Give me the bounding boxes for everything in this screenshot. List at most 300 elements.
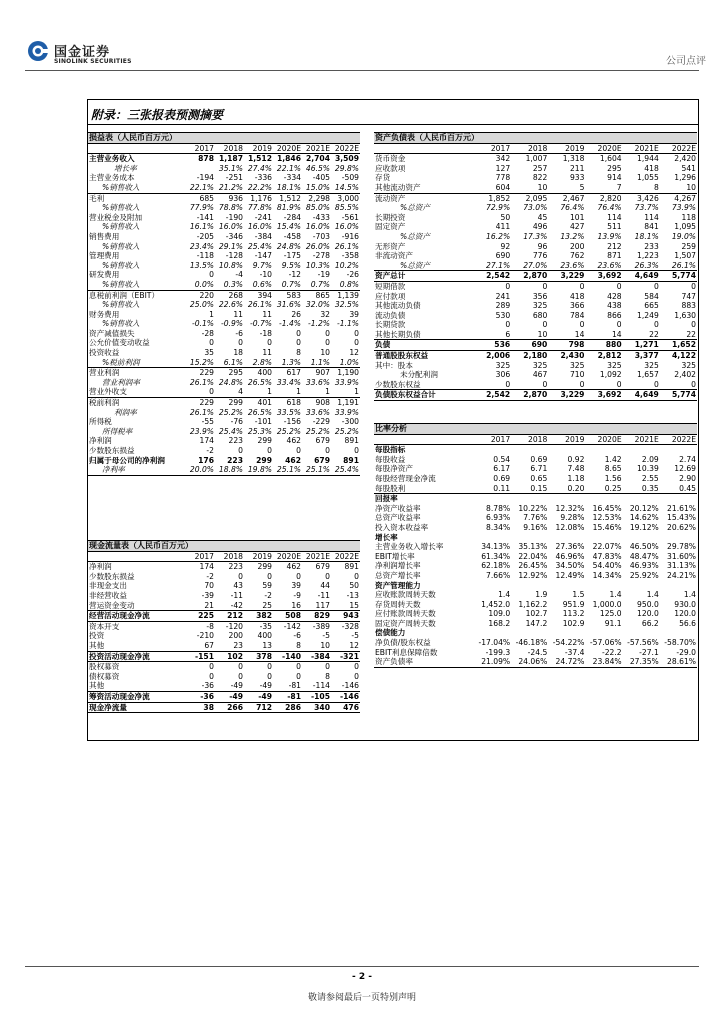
- row-value: 0: [616, 281, 622, 291]
- table-row: [88, 232, 360, 242]
- row-value: 24.06%: [511, 657, 548, 667]
- table-row: [88, 601, 360, 611]
- table-row: [374, 609, 697, 619]
- row-value: 1,318: [562, 154, 585, 164]
- row-value: 21: [186, 601, 215, 611]
- row-label: %总资产: [400, 203, 430, 213]
- row-value: -36: [186, 681, 215, 691]
- row-value: 102.7: [525, 609, 548, 619]
- row-value: 14: [548, 330, 585, 340]
- table-row: [374, 455, 697, 465]
- row-value: 1.4: [609, 590, 622, 600]
- row-value: 1,604: [599, 154, 622, 164]
- year-header-cell: 2019: [548, 143, 585, 154]
- row-value: -128: [225, 251, 243, 261]
- row-value: 25.4%: [331, 465, 360, 475]
- cash-flow-table: [88, 540, 360, 713]
- row-value: 10.8%: [218, 260, 243, 270]
- row-value: 220: [199, 290, 214, 300]
- row-label: 应付款项: [375, 291, 406, 301]
- row-value: -57.56%: [627, 638, 659, 648]
- row-value: -156: [283, 417, 301, 427]
- row-value: 117: [302, 601, 331, 611]
- row-value: -49: [244, 691, 273, 702]
- row-value: 22.1%: [186, 183, 215, 193]
- year-header-cell: 2022E: [331, 551, 360, 562]
- row-value: -28: [201, 328, 214, 338]
- row-value: 6.71: [530, 464, 548, 474]
- table-row: [374, 390, 697, 401]
- row-value: 1,652: [660, 340, 697, 351]
- row-value: 511: [607, 222, 622, 232]
- table-row: [374, 638, 697, 648]
- row-label: 毛利: [89, 193, 105, 203]
- row-value: 16: [273, 601, 302, 611]
- row-value: -1.4%: [278, 319, 301, 329]
- row-value: 54.40%: [592, 561, 622, 571]
- row-value: -146: [331, 691, 360, 702]
- row-value: 865: [315, 290, 330, 300]
- table-title: 损益表（人民币百万元）: [88, 133, 360, 144]
- table-row: [88, 154, 360, 164]
- row-value: 34.50%: [555, 561, 585, 571]
- row-value: 5,774: [660, 390, 697, 401]
- row-value: -334: [283, 173, 301, 183]
- row-value: 26.5%: [247, 377, 272, 387]
- row-value: -328: [341, 621, 359, 631]
- table-row: [374, 183, 697, 193]
- row-label: 总资产增长率: [375, 570, 421, 580]
- row-value: 1,507: [674, 251, 696, 261]
- row-value: 891: [343, 455, 359, 465]
- row-value: 0: [186, 387, 215, 397]
- row-value: 200: [569, 241, 585, 251]
- row-value: 10: [511, 330, 548, 340]
- row-label: 投入资本收益率: [375, 522, 429, 532]
- row-value: [623, 581, 660, 591]
- row-value: 0.25: [585, 484, 622, 494]
- row-value: [474, 533, 511, 543]
- row-value: 1.1%: [302, 358, 331, 368]
- row-value: 907: [315, 368, 330, 378]
- row-value: 23.84%: [585, 657, 622, 667]
- row-value: 0.92: [567, 454, 585, 464]
- row-value: [623, 533, 660, 543]
- row-value: 13.5%: [189, 260, 214, 270]
- row-value: 3,692: [585, 390, 622, 401]
- table-row: [374, 242, 697, 252]
- row-value: 25.1%: [273, 465, 302, 475]
- table-row: [374, 340, 697, 351]
- row-value: 712: [244, 702, 273, 713]
- row-label: EBIT利息保障倍数: [375, 647, 438, 657]
- row-value: 85.0%: [305, 203, 330, 213]
- row-value: [585, 494, 622, 504]
- row-label: 筹资活动现金净流: [88, 691, 186, 702]
- row-value: -199.3: [485, 647, 511, 657]
- row-label: 债权募资: [89, 671, 120, 681]
- row-value: 7.48: [567, 464, 585, 474]
- row-value: 16.45%: [592, 503, 622, 513]
- row-value: 0.69: [530, 454, 548, 464]
- row-label: 营业利润率: [102, 377, 140, 387]
- row-value: 0.0%: [186, 280, 215, 290]
- row-value: 7.76%: [523, 513, 548, 523]
- row-value: 878: [198, 154, 214, 164]
- row-value: -151: [186, 651, 215, 662]
- row-value: -13: [346, 590, 359, 600]
- row-value: 6.1%: [215, 358, 244, 368]
- row-label: %总资产: [400, 231, 430, 241]
- row-value: 1.42: [604, 454, 622, 464]
- row-value: 342: [495, 154, 511, 164]
- row-label: 其中：股本: [375, 360, 413, 370]
- row-value: 1,452.0: [481, 599, 511, 609]
- row-value: 9.28%: [560, 513, 585, 523]
- row-value: 50: [500, 212, 511, 222]
- row-value: 679: [314, 455, 330, 465]
- row-value: 908: [315, 398, 330, 408]
- row-value: 25: [244, 601, 273, 611]
- row-value: 1,162.2: [518, 599, 548, 609]
- row-value: 8.34%: [486, 522, 511, 532]
- row-value: 34.13%: [481, 542, 511, 552]
- row-value: 10: [511, 183, 548, 193]
- year-header-spacer: [88, 551, 186, 562]
- row-value: 0: [296, 671, 301, 681]
- table-row: [374, 361, 697, 371]
- row-value: 81.9%: [276, 203, 301, 213]
- table-row: [88, 368, 360, 378]
- row-value: 325: [569, 360, 585, 370]
- row-value: 583: [286, 290, 301, 300]
- row-value: 22.1%: [276, 163, 301, 173]
- row-value: -6: [235, 328, 243, 338]
- row-value: 1,092: [599, 370, 622, 380]
- table-row: [374, 320, 697, 330]
- year-header-row: [88, 551, 360, 562]
- row-value: 168.2: [488, 618, 511, 628]
- year-header-row: [374, 143, 697, 154]
- year-header-cell: 2018: [511, 434, 548, 445]
- row-label: 每股指标: [375, 445, 406, 455]
- row-value: 2,298: [308, 193, 330, 203]
- report-type: 公司点评: [666, 56, 706, 67]
- row-value: 147.2: [525, 618, 548, 628]
- row-value: 1.0%: [331, 358, 360, 368]
- row-value: 22.2%: [244, 183, 273, 193]
- row-value: 4: [215, 387, 244, 397]
- row-value: 776: [532, 251, 548, 261]
- row-value: 32: [320, 309, 330, 319]
- table-row: [374, 581, 697, 591]
- row-value: 225: [186, 611, 215, 622]
- row-value: -120: [225, 621, 243, 631]
- table-title-row: [374, 133, 697, 144]
- row-value: 0: [548, 380, 585, 390]
- row-label: 经营活动现金净流: [88, 611, 186, 622]
- row-value: 0: [354, 571, 359, 581]
- table-row: [88, 261, 360, 271]
- row-value: 125.0: [599, 609, 622, 619]
- row-value: 176: [198, 455, 214, 465]
- row-label: %销售收入: [102, 319, 140, 329]
- row-value: 12.53%: [592, 513, 622, 523]
- row-label: 固定资产周转天数: [375, 618, 436, 628]
- row-value: 829: [302, 611, 331, 622]
- row-value: 936: [228, 193, 243, 203]
- row-value: 77.9%: [189, 203, 214, 213]
- row-value: [660, 445, 697, 455]
- row-value: -54.22%: [552, 638, 585, 648]
- table-row: [374, 628, 697, 638]
- row-value: 933: [569, 173, 585, 183]
- row-value: -81: [273, 691, 302, 702]
- row-value: 16.0%: [305, 222, 330, 232]
- row-value: -194: [196, 173, 214, 183]
- row-value: [660, 581, 697, 591]
- row-value: 1.5: [572, 590, 585, 600]
- row-label: %税前利润: [88, 358, 186, 368]
- row-value: -105: [302, 691, 331, 702]
- table-row: [374, 600, 697, 610]
- row-value: 259: [681, 241, 696, 251]
- row-value: 1: [302, 387, 331, 397]
- table-row: [374, 474, 697, 484]
- row-value: 14.5%: [331, 183, 360, 193]
- row-value: 880: [585, 340, 622, 351]
- row-value: [548, 628, 585, 638]
- row-value: 27.36%: [555, 542, 585, 552]
- row-value: 0: [653, 281, 659, 291]
- row-value: 114: [644, 212, 659, 222]
- row-value: -0.7%: [249, 319, 272, 329]
- row-value: 1: [331, 387, 360, 397]
- row-value: 2,467: [562, 193, 585, 203]
- row-value: -142: [283, 621, 301, 631]
- row-value: 18.8%: [215, 465, 244, 475]
- row-value: 8.78%: [486, 503, 511, 513]
- disclaimer-note: 敬请参阅最后一页特别声明: [307, 993, 416, 1003]
- row-value: 25.2%: [305, 426, 330, 436]
- table-row: [88, 173, 360, 183]
- row-value: 798: [548, 340, 585, 351]
- row-value: 67: [186, 641, 215, 651]
- row-label: 主营业务收入增长率: [375, 542, 444, 552]
- row-value: 1,191: [337, 398, 359, 408]
- row-value: 747: [681, 291, 696, 301]
- row-value: 16.1%: [189, 222, 214, 232]
- row-value: 401: [257, 398, 272, 408]
- row-label: 短期借款: [375, 281, 406, 291]
- row-value: 12.92%: [518, 570, 548, 580]
- row-value: 2,542: [474, 271, 511, 282]
- table-row: [374, 232, 697, 242]
- row-value: 33.4%: [276, 377, 301, 387]
- row-value: [623, 628, 660, 638]
- row-value: 7: [585, 183, 622, 193]
- row-value: 400: [257, 368, 272, 378]
- row-value: 0: [474, 380, 511, 390]
- row-label: 总资产收益率: [375, 513, 421, 523]
- row-value: -29.0: [676, 647, 696, 657]
- row-value: 3,509: [334, 154, 359, 164]
- row-value: 5,774: [660, 271, 697, 282]
- row-value: 2,006: [486, 351, 511, 361]
- row-value: [623, 445, 660, 455]
- table-row: [88, 446, 360, 456]
- row-label: 管理费用: [89, 251, 120, 261]
- row-value: 12.69: [674, 464, 696, 474]
- row-value: 19.8%: [244, 465, 273, 475]
- row-value: 48.47%: [629, 551, 659, 561]
- table-row: [374, 657, 697, 667]
- row-value: 883: [681, 301, 696, 311]
- row-value: 66.2: [641, 618, 659, 628]
- row-value: 428: [607, 291, 622, 301]
- row-value: 29.8%: [334, 163, 359, 173]
- row-value: 0: [616, 320, 622, 330]
- row-value: 0.35: [623, 484, 660, 494]
- table-title: 比率分析: [374, 424, 697, 435]
- row-value: 27.1%: [474, 261, 511, 271]
- row-value: [511, 581, 548, 591]
- row-value: 12.08%: [555, 522, 585, 532]
- row-value: -49: [244, 681, 273, 691]
- row-value: 1,271: [623, 340, 660, 351]
- row-value: 223: [228, 562, 243, 572]
- row-value: 15.0%: [302, 183, 331, 193]
- row-value: 268: [228, 290, 243, 300]
- row-value: 679: [315, 436, 330, 446]
- row-label: 回报率: [375, 494, 398, 504]
- row-value: 0: [325, 446, 330, 455]
- row-label: 其他长期负债: [374, 330, 474, 340]
- table-row: [88, 338, 360, 348]
- row-value: 325: [607, 360, 622, 370]
- row-value: 22: [660, 330, 697, 340]
- row-value: -458: [283, 231, 301, 241]
- row-label: 净利润: [89, 562, 112, 572]
- row-value: -210: [196, 631, 214, 641]
- row-label: 负债股东权益合计: [374, 390, 474, 401]
- row-value: 26.5%: [247, 407, 272, 417]
- company-name-cn: 国金证券: [54, 45, 111, 60]
- row-label: 增长率: [114, 163, 137, 173]
- row-value: 536: [474, 340, 511, 351]
- row-value: 73.0%: [523, 203, 548, 213]
- year-header-cell: 2018: [215, 143, 244, 154]
- table-row: [88, 672, 360, 682]
- row-value: 0: [623, 380, 660, 390]
- row-value: 174: [199, 562, 214, 572]
- table-row: [374, 281, 697, 291]
- row-value: 78.8%: [218, 203, 243, 213]
- table-row: [374, 445, 697, 455]
- row-value: [585, 445, 622, 455]
- row-label: 其他流动负债: [375, 301, 421, 311]
- row-value: 289: [495, 301, 511, 311]
- row-value: 0.7%: [302, 280, 331, 290]
- row-value: 25.2%: [276, 426, 301, 436]
- row-value: 6.17: [493, 464, 511, 474]
- table-row: [374, 164, 697, 174]
- row-value: -35: [259, 621, 272, 631]
- table-row: [88, 193, 360, 203]
- row-value: [186, 164, 215, 174]
- row-value: 25.0%: [189, 300, 214, 310]
- row-value: 325: [532, 360, 548, 370]
- row-value: 9.5%: [281, 260, 301, 270]
- row-value: 15.43%: [667, 513, 696, 523]
- row-value: 24.8%: [218, 377, 243, 387]
- row-value: 47.83%: [592, 551, 622, 561]
- year-header-spacer: [374, 143, 474, 154]
- year-header-cell: 2019: [548, 434, 585, 445]
- row-value: -39: [201, 590, 214, 600]
- row-value: 12.32%: [555, 503, 585, 513]
- row-value: 24.8%: [276, 241, 301, 251]
- row-value: 26: [291, 309, 301, 319]
- row-value: -278: [312, 251, 330, 261]
- row-value: 16.0%: [334, 222, 359, 232]
- row-value: 0: [354, 328, 359, 338]
- row-value: 1.4: [683, 590, 696, 600]
- row-value: -0.1%: [191, 319, 214, 329]
- row-value: 26.1%: [247, 300, 272, 310]
- row-value: 257: [532, 163, 548, 173]
- row-value: 28.61%: [660, 657, 697, 667]
- row-value: 2,542: [474, 390, 511, 401]
- row-value: 109.0: [488, 609, 511, 619]
- year-header-cell: 2021E: [623, 434, 660, 445]
- row-value: 26.0%: [305, 241, 330, 251]
- row-value: 0: [505, 320, 511, 330]
- row-value: 0: [511, 380, 548, 390]
- row-value: 33.6%: [305, 377, 330, 387]
- row-value: 1: [273, 387, 302, 397]
- row-value: 11: [262, 309, 272, 319]
- row-value: 462: [285, 455, 301, 465]
- row-value: 0: [267, 662, 272, 672]
- row-value: 43: [233, 581, 243, 591]
- row-value: 2.55: [641, 473, 659, 483]
- row-value: 0: [579, 281, 585, 291]
- row-label: %销售收入: [102, 260, 140, 270]
- table-row: [88, 427, 360, 437]
- table-row: [88, 280, 360, 290]
- row-value: 0: [653, 320, 659, 330]
- table-row: [374, 173, 697, 183]
- row-value: -19: [317, 270, 330, 280]
- row-value: -190: [225, 212, 243, 222]
- row-value: 690: [495, 251, 511, 261]
- row-value: -37.4: [564, 647, 585, 657]
- row-value: 476: [331, 702, 360, 713]
- row-value: 0: [325, 338, 330, 348]
- row-value: -916: [341, 231, 359, 241]
- row-value: 1.4: [646, 590, 659, 600]
- row-value: 25.4%: [218, 426, 243, 436]
- row-value: 20.62%: [667, 522, 696, 532]
- row-label: 投资: [89, 631, 105, 641]
- row-value: 0: [267, 571, 272, 581]
- row-value: 32.5%: [334, 300, 359, 310]
- table-row: [374, 533, 697, 543]
- row-value: 25.2%: [334, 426, 359, 436]
- row-value: -336: [254, 173, 272, 183]
- row-label: 资本开支: [89, 621, 120, 631]
